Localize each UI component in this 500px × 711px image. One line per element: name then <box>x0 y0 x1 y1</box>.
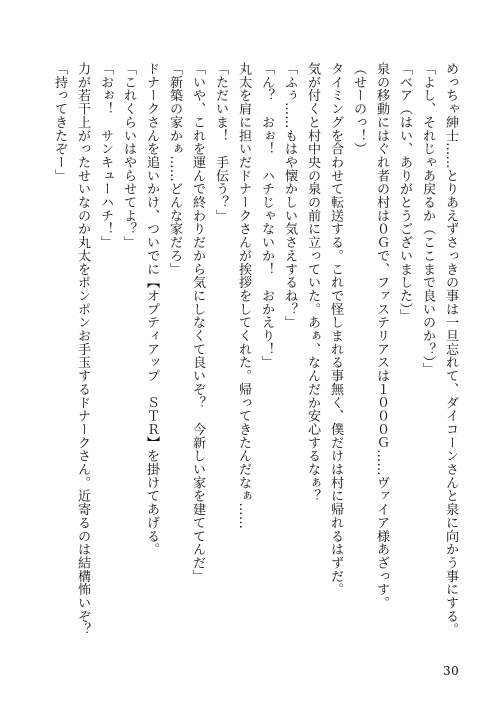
text-line: ドナークさんを追いかけ、ついでに【オプティアップ ＳＴＲ】を掛けてあげる。 <box>144 62 159 556</box>
text-line: 「ベア（はい、ありがとうございました）」 <box>397 62 412 323</box>
page-number: 30 <box>443 664 460 678</box>
text-line: 「新築の家かぁ……どんな家だろ」 <box>167 62 182 276</box>
text-line: 気が付くと村中央の泉の前に立っていた。あぁ、なんだか安心するなぁ？ <box>305 62 320 503</box>
text-line: 「ん？ おぉ！ ハチじゃないか！ おかえり！」 <box>259 62 274 370</box>
text-line: 「おぉ！ サンキューハチ！」 <box>98 62 113 249</box>
text-line: 泉の移動にはぐれ者の村は０Ｇで、ファステリアスは１０００Ｇ……ヴァイア様あざっす。 <box>374 62 389 610</box>
text-line: 丸太を肩に担いだドナークさんが挨拶をしてくれた。帰ってきたんだなぁ…… <box>236 62 251 530</box>
text-line: 「ただいま！ 手伝う？」 <box>213 62 228 223</box>
text-line: 「よし、それじゃあ戻るか（ここまで良いのか？）」 <box>420 62 435 376</box>
text-line: 「これくらいはやらせてよ？」 <box>121 62 136 249</box>
text-line: 力が若干上がったせいなのか丸太をポンポンお手玉するドナークさん。近寄るのは結構怖いぞ？ <box>75 62 90 637</box>
text-line: タイミングを合わせて転送する。これで怪しまれる事無く、僕だけは村に帰れるはずだ。 <box>328 62 343 596</box>
text-line: （せーのっ！） <box>351 62 366 156</box>
text-line: 「いや、これを運んで終わりだから気にしなくて良いぞ？ 今新しい家を建ててんだ」 <box>190 62 205 583</box>
text-line: めっちゃ紳士……とりあえずさっきの事は一旦忘れて、ダイコーンさんと泉に向かう事にする。 <box>443 62 458 637</box>
text-line: 「持ってきたぞー」 <box>52 62 67 183</box>
text-line: 「ふぅ……もはや懐かしい気さえするね？」 <box>282 62 297 329</box>
